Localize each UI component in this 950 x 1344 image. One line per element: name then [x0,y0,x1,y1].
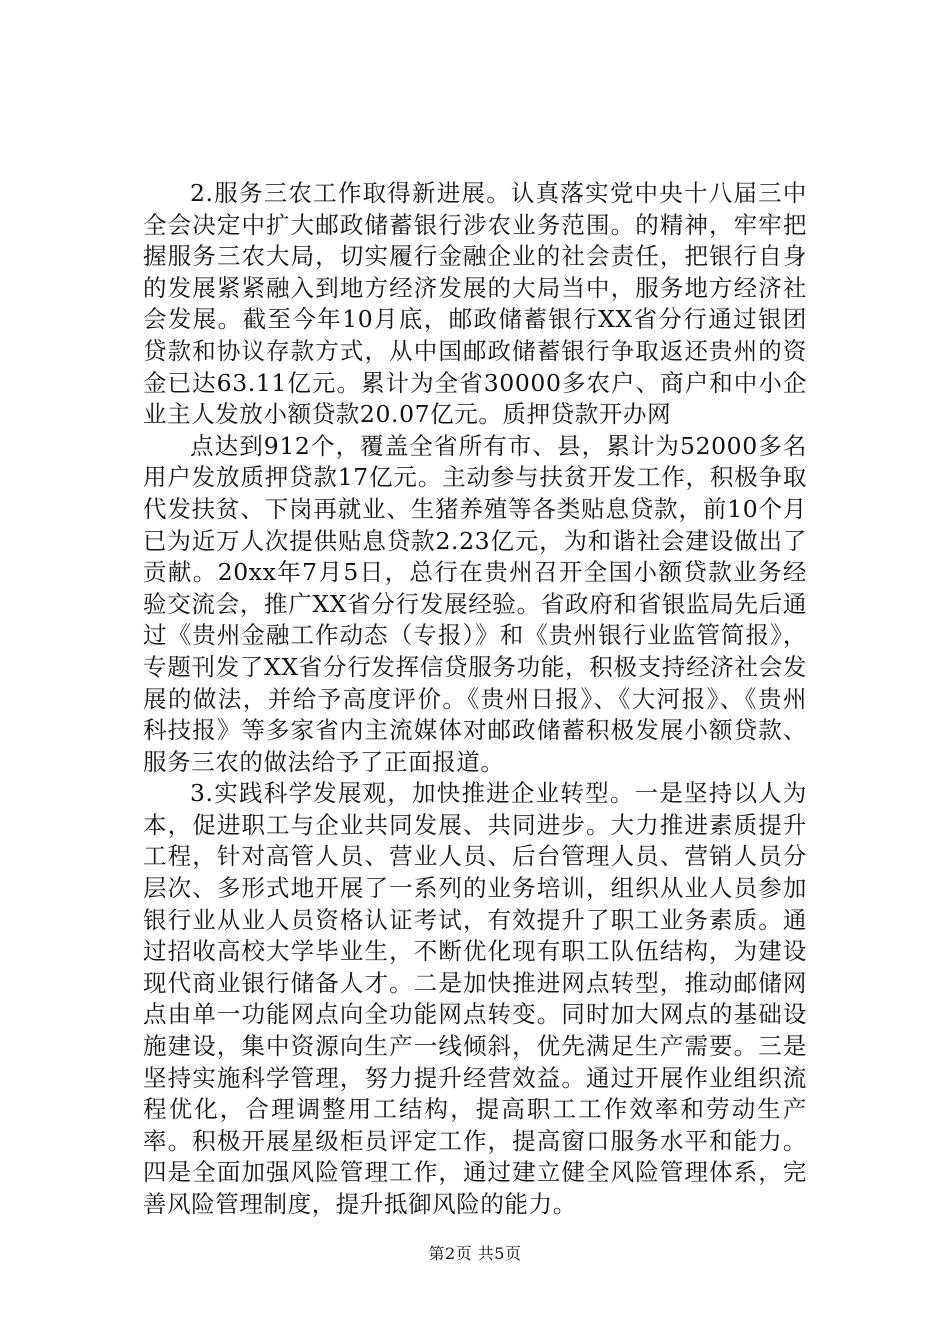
page-number-footer: 第2页 共5页 [428,1244,522,1263]
paragraph-enterprise-transformation: 3.实践科学发展观，加快推进企业转型。一是坚持以人为本，促进职工与企业共同发展、共同进步。大力推进素质提升工程，针对高管人员、营业人员、后台管理人员、营销人员分层次、多形式地开展了一系列的业务培训，组织从业人员参加银行业从业人员资格认证考试，有效提升了职工业务素质。通过招收高校大学毕业生，不断优化现有职工队伍结构，为建设现代商业银行储备人才。二是加快推进网点转型，推动邮储网点由单一功能网点向全功能网点转变。同时加大网点的基础设施建设，集中资源向生产一线倾斜，优先满足生产需要。三是坚持实施科学管理，努力提升经营效益。通过开展作业组织流程优化，合理调整用工结构，提高职工工作效率和劳动生产率。积极开展星级柜员评定工作，提高窗口服务水平和能力。四是全面加强风险管理工作，通过建立健全风险管理体系，完善风险管理制度，提升抵御风险的能力。 [143,779,807,1218]
paragraph-pledge-loans: 点达到912个，覆盖全省所有市、县，累计为52000多名用户发放质押贷款17亿元。主动参与扶贫开发工作，积极争取代发扶贫、下岗再就业、生猪养殖等各类贴息贷款，前10个月已为近万人次提供贴息贷款2.23亿元，为和谐社会建设做出了贡献。20xx年7月5日，总行在贵州召开全国小额贷款业务经验交流会，推广XX省分行发展经验。省政府和省银监局先后通过《贵州金融工作动态（专报）》和《贵州银行业监管简报》，专题刊发了XX省分行发挥信贷服务功能，积极支持经济社会发展的做法，并给予高度评价。《贵州日报》、《大河报》、《贵州科技报》等多家省内主流媒体对邮政储蓄积极发展小额贷款、服务三农的做法给予了正面报道。 [143,431,807,776]
document-body [143,178,807,1221]
paragraph-rural-services: 2.服务三农工作取得新进展。认真落实党中央十八届三中全会决定中扩大邮政储蓄银行涉农业务范围。的精神，牢牢把握服务三农大局，切实履行金融企业的社会责任，把银行自身的发展紧紧融入到地方经济发展的大局当中，服务地方经济社会发展。截至今年10月底，邮政储蓄银行XX省分行通过银团贷款和协议存款方式，从中国邮政储蓄银行争取返还贵州的资金已达63.11亿元。累计为全省30000多农户、商户和中小企业主人发放小额贷款20.07亿元。质押贷款开办网 [143,179,807,429]
